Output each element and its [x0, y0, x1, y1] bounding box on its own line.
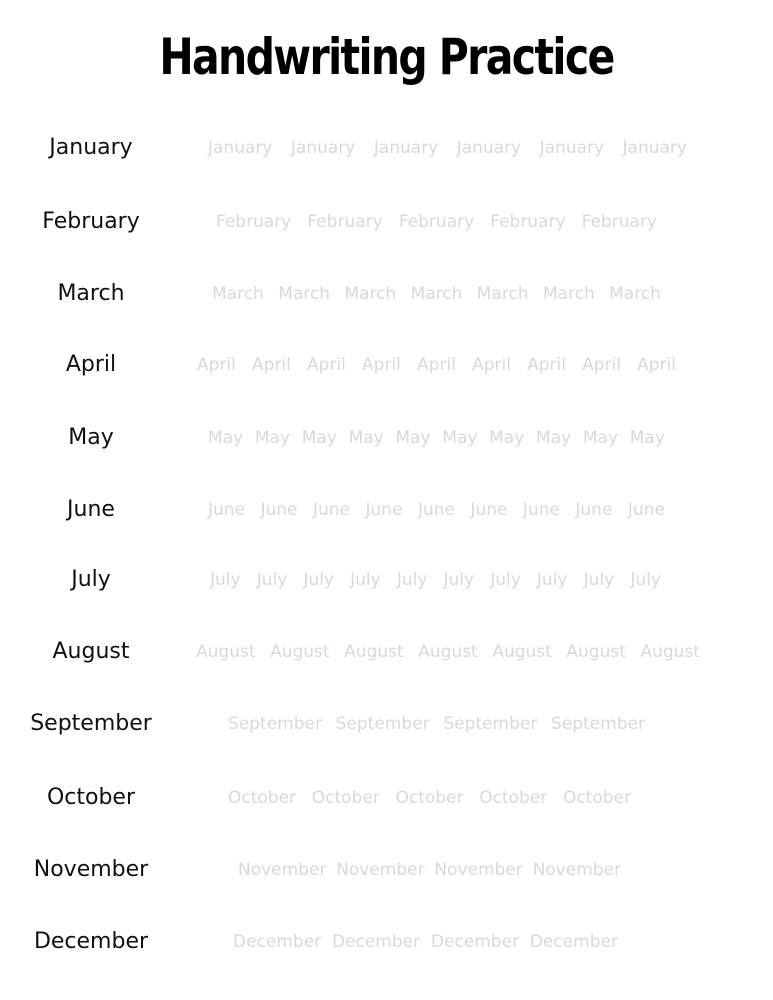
month-label: July: [71, 567, 111, 592]
month-label: August: [52, 639, 130, 664]
trace-word: January: [539, 138, 605, 158]
trace-word: June: [365, 500, 403, 520]
trace-word: May: [582, 428, 619, 448]
month-row-april: [0, 345, 773, 385]
trace-word: April: [582, 355, 621, 375]
trace-word: March: [542, 284, 595, 304]
trace-word: June: [470, 500, 508, 520]
month-label: December: [33, 929, 149, 954]
trace-word: October: [479, 788, 548, 808]
tracing-line: [228, 704, 645, 744]
tracing-line: [238, 850, 621, 890]
month-row-january: [0, 128, 773, 168]
trace-word: December: [430, 932, 520, 952]
month-row-may: [0, 418, 773, 458]
month-row-november: [0, 850, 773, 890]
trace-word: June: [575, 500, 613, 520]
trace-word: December: [331, 932, 421, 952]
month-label: March: [57, 281, 125, 306]
trace-word: September: [228, 714, 322, 734]
trace-word: August: [566, 642, 626, 662]
tracing-line: [210, 560, 661, 600]
trace-word: July: [303, 570, 334, 590]
tracing-line: [208, 418, 665, 458]
month-label: April: [65, 352, 117, 377]
trace-word: March: [410, 284, 463, 304]
trace-word: June: [627, 500, 665, 520]
trace-word: May: [208, 428, 244, 448]
trace-word: January: [622, 138, 687, 158]
trace-word: May: [301, 428, 337, 448]
trace-word: April: [252, 355, 291, 375]
trace-word: April: [472, 355, 511, 375]
trace-word: February: [398, 212, 475, 232]
trace-word: March: [278, 284, 331, 304]
trace-word: February: [581, 212, 657, 232]
trace-word: April: [637, 355, 676, 375]
trace-word: November: [336, 860, 425, 880]
tracing-line: [216, 202, 657, 242]
month-row-august: [0, 632, 773, 672]
trace-word: July: [490, 570, 521, 590]
trace-word: November: [238, 860, 327, 880]
tracing-line: [233, 922, 618, 962]
tracing-line: [228, 778, 631, 818]
trace-word: February: [216, 212, 292, 232]
month-label: February: [42, 209, 140, 234]
trace-word: December: [529, 932, 618, 952]
month-label: January: [49, 135, 133, 160]
trace-word: April: [307, 355, 346, 375]
trace-word: March: [609, 284, 661, 304]
month-label: October: [46, 785, 136, 810]
tracing-line: [196, 632, 700, 672]
trace-word: July: [630, 570, 661, 590]
trace-word: July: [210, 570, 241, 590]
trace-word: June: [312, 500, 350, 520]
month-row-july: [0, 560, 773, 600]
trace-word: March: [476, 284, 529, 304]
trace-word: July: [396, 570, 428, 590]
tracing-line: [208, 128, 687, 168]
trace-word: August: [344, 642, 404, 662]
month-row-december: [0, 922, 773, 962]
trace-word: November: [532, 860, 621, 880]
trace-word: April: [417, 355, 456, 375]
trace-word: March: [212, 284, 264, 304]
trace-word: December: [233, 932, 322, 952]
trace-word: June: [260, 500, 298, 520]
trace-word: May: [348, 428, 384, 448]
trace-word: May: [254, 428, 291, 448]
trace-word: October: [395, 788, 464, 808]
trace-word: August: [418, 642, 478, 662]
trace-word: May: [489, 428, 525, 448]
month-row-march: [0, 274, 773, 314]
trace-word: July: [583, 570, 615, 590]
trace-word: August: [270, 642, 330, 662]
trace-word: January: [373, 138, 439, 158]
trace-word: June: [208, 500, 246, 520]
trace-word: August: [196, 642, 256, 662]
trace-word: May: [536, 428, 572, 448]
trace-word: September: [551, 714, 645, 734]
trace-word: July: [536, 570, 568, 590]
trace-word: April: [527, 355, 566, 375]
trace-word: June: [417, 500, 455, 520]
month-row-june: [0, 490, 773, 530]
trace-word: September: [335, 714, 430, 734]
tracing-line: [212, 274, 661, 314]
trace-word: July: [443, 570, 475, 590]
trace-word: January: [290, 138, 356, 158]
trace-word: May: [629, 428, 665, 448]
trace-word: June: [522, 500, 560, 520]
trace-word: August: [640, 642, 700, 662]
trace-word: October: [228, 788, 297, 808]
trace-word: February: [307, 212, 383, 232]
month-row-september: [0, 704, 773, 744]
trace-word: January: [208, 138, 273, 158]
month-label: September: [30, 711, 152, 736]
trace-word: January: [456, 138, 522, 158]
trace-word: February: [490, 212, 566, 232]
month-row-february: [0, 202, 773, 242]
page-title: Handwriting Practice: [159, 28, 614, 86]
trace-word: May: [442, 428, 478, 448]
trace-word: October: [562, 788, 631, 808]
tracing-line: [208, 490, 665, 530]
month-label: November: [33, 857, 149, 882]
trace-word: July: [256, 570, 288, 590]
trace-word: September: [443, 714, 538, 734]
month-row-october: [0, 778, 773, 818]
trace-word: April: [362, 355, 401, 375]
month-label: May: [68, 425, 114, 450]
tracing-line: [197, 345, 676, 385]
trace-word: July: [350, 570, 381, 590]
trace-word: March: [344, 284, 397, 304]
trace-word: May: [395, 428, 431, 448]
trace-word: April: [197, 355, 236, 375]
trace-word: November: [434, 860, 523, 880]
trace-word: August: [492, 642, 552, 662]
month-label: June: [67, 497, 115, 522]
trace-word: October: [311, 788, 380, 808]
